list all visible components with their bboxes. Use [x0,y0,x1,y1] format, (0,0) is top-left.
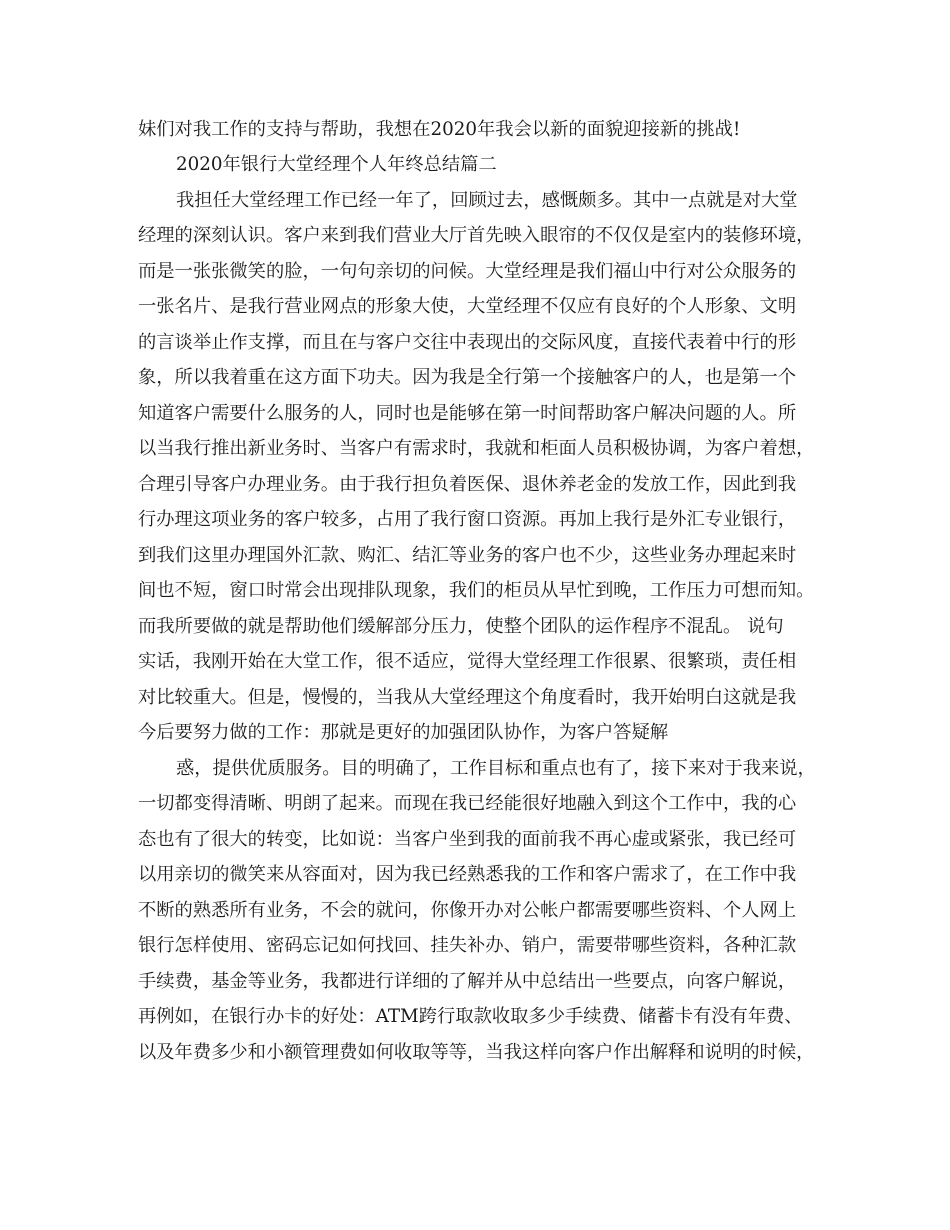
text-line: 对比较重大。但是，慢慢的，当我从大堂经理这个角度看时，我开始明白这就是我 [138,687,797,708]
text-line: 以当我行推出新业务时、当客户有需求时，我就和柜面人员积极协调，为客户着想， [138,438,815,459]
text-line: 妹们对我工作的支持与帮助，我想在2020年我会以新的面貌迎接新的挑战! [138,119,741,140]
text-line: 我担任大堂经理工作已经一年了，回顾过去，感慨颇多。其中一点就是对大堂 [176,190,798,211]
text-line: 实话，我刚开始在大堂工作，很不适应，觉得大堂经理工作很累、很繁琐，责任相 [138,651,797,672]
text-line: 态也有了很大的转变，比如说：当客户坐到我的面前我不再心虚或紧张，我已经可 [138,829,797,850]
text-line: 的言谈举止作支撑，而且在与客户交往中表现出的交际风度，直接代表着中行的形 [138,332,797,353]
text-line: 间也不短，窗口时常会出现排队现象，我们的柜员从早忙到晚，工作压力可想而知。 [138,580,815,601]
text-line: 行办理这项业务的客户较多，占用了我行窗口资源。再加上我行是外汇专业银行， [138,509,797,530]
text-line: 今后要努力做的工作：那就是更好的加强团队协作，为客户答疑解 [138,722,669,743]
text-line: 知道客户需要什么服务的人，同时也是能够在第一时间帮助客户解决问题的人。所 [138,403,797,424]
text-line: 以用亲切的微笑来从容面对，因为我已经熟悉我的工作和客户需求了，在工作中我 [138,864,797,885]
text-line: 手续费，基金等业务，我都进行详细的了解并从中总结出一些要点，向客户解说， [138,971,797,992]
text-line: 到我们这里办理国外汇款、购汇、结汇等业务的客户也不少，这些业务办理起来时 [138,545,797,566]
text-line: 不断的熟悉所有业务，不会的就问，你像开办对公帐户都需要哪些资料、个人网上 [138,900,797,921]
section-heading: 2020年银行大堂经理个人年终总结篇二 [176,154,497,175]
text-line: 再例如，在银行办卡的好处：ATM跨行取款收取多少手续费、储蓄卡有没有年费、 [138,1006,803,1027]
text-line: 象，所以我着重在这方面下功夫。因为我是全行第一个接触客户的人，也是第一个 [138,367,797,388]
text-line: 而是一张张微笑的脸，一句句亲切的问候。大堂经理是我们福山中行对公众服务的 [138,261,797,282]
text-line: 合理引导客户办理业务。由于我行担负着医保、退休养老金的发放工作，因此到我 [138,474,797,495]
text-line: 银行怎样使用、密码忘记如何找回、挂失补办、销户，需要带哪些资料，各种汇款 [138,935,797,956]
text-line: 惑，提供优质服务。目的明确了，工作目标和重点也有了，接下来对于我来说， [176,758,816,779]
text-line: 一切都变得清晰、明朗了起来。而现在我已经能很好地融入到这个工作中，我的心 [138,793,797,814]
text-line: 以及年费多少和小额管理费如何收取等等，当我这样向客户作出解释和说明的时候， [138,1042,815,1063]
text-line: 经理的深刻认识。客户来到我们营业大厅首先映入眼帘的不仅仅是室内的装修环境， [138,225,815,246]
text-line: 一张名片、是我行营业网点的形象大使，大堂经理不仅应有良好的个人形象、文明 [138,296,797,317]
text-line: 而我所要做的就是帮助他们缓解部分压力，使整个团队的运作程序不混乱。 说句 [138,616,784,637]
